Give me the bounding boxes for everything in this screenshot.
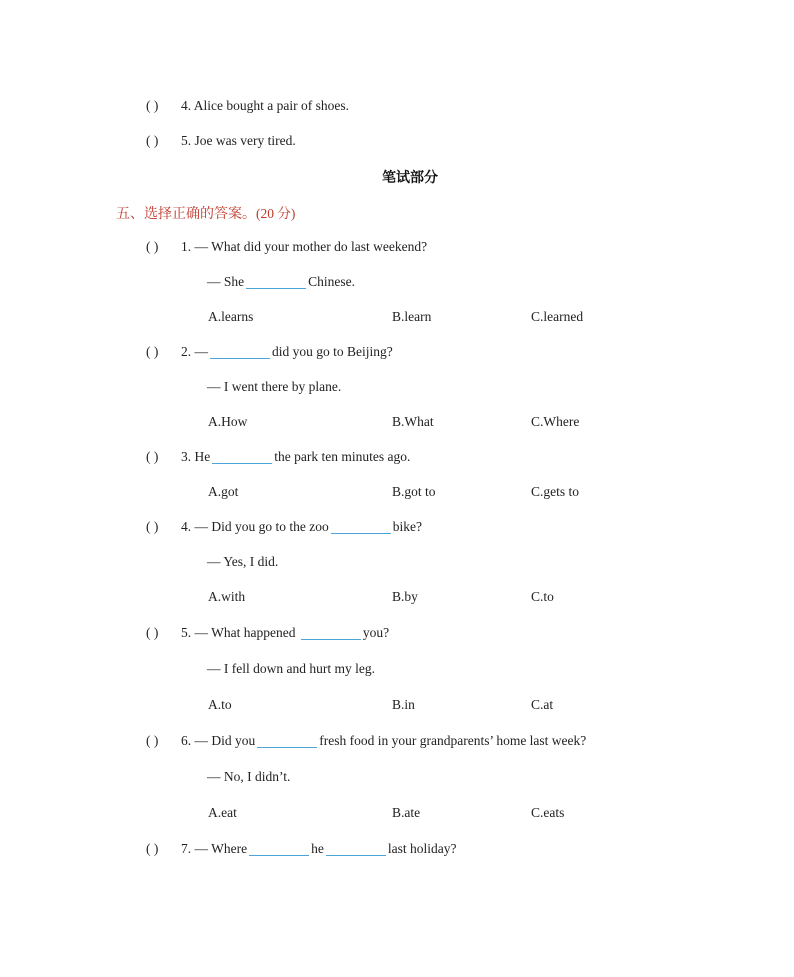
item-text: Joe was very tired. [194, 133, 296, 148]
option-b[interactable]: B.ate [392, 805, 421, 820]
item-text: Alice bought a pair of shoes. [193, 98, 349, 113]
option-c[interactable]: C.Where [531, 414, 580, 429]
option-a[interactable]: A.learns [208, 309, 254, 324]
question-number: 6. [181, 733, 192, 748]
section-heading-text: 五、选择正确的答案。 [116, 206, 256, 222]
question-number: 5. [181, 625, 192, 640]
option-c[interactable]: C.at [531, 697, 554, 712]
answer-paren[interactable]: ( ) [146, 841, 159, 856]
answer-paren[interactable]: ( ) [146, 98, 159, 113]
question-number: 4. [181, 519, 192, 534]
answer-line: — No, I didn’t. [207, 769, 291, 784]
option-c[interactable]: C.to [531, 589, 554, 604]
option-a[interactable]: A.to [208, 697, 232, 712]
question-2 [181, 344, 393, 360]
question-4 [181, 519, 422, 535]
question-text-pre: — Did you go to the zoo [194, 519, 329, 534]
question-1 [181, 239, 427, 255]
question-text: — What did your mother do last weekend? [194, 239, 428, 254]
answer-line: — I went there by plane. [207, 379, 342, 394]
question-blank[interactable] [326, 841, 386, 856]
listening-item-5 [181, 133, 296, 149]
question-text-pre: — Did you [194, 733, 256, 748]
section-heading [116, 202, 295, 223]
option-b[interactable]: B.What [392, 414, 434, 429]
listening-item-4 [181, 98, 349, 114]
question-text-post: fresh food in your grandparents’ home last week? [319, 733, 587, 748]
answer-paren[interactable]: ( ) [146, 449, 159, 464]
question-text-post: bike? [392, 519, 422, 534]
question-text-post: last holiday? [387, 841, 457, 856]
question-text-pre: — [194, 344, 208, 359]
option-c[interactable]: C.gets to [531, 484, 580, 499]
question-blank[interactable] [212, 449, 272, 464]
question-text-mid: he [311, 841, 324, 856]
option-a[interactable]: A.How [208, 414, 248, 429]
question-number: 2. [181, 344, 192, 359]
question-blank[interactable] [257, 733, 317, 748]
item-number: 4. [181, 98, 192, 113]
question-number: 3. [181, 449, 192, 464]
question-5 [181, 625, 389, 641]
question-blank[interactable] [210, 344, 270, 359]
option-b[interactable]: B.by [392, 589, 418, 604]
written-part-title: 笔试部分 [382, 170, 438, 186]
question-text-pre: He [194, 449, 211, 464]
question-text-pre: — What happened [194, 625, 296, 640]
option-b[interactable]: B.learn [392, 309, 432, 324]
option-a[interactable]: A.eat [208, 805, 237, 820]
option-a[interactable]: A.got [208, 484, 239, 499]
answer-paren[interactable]: ( ) [146, 625, 159, 640]
question-blank[interactable] [249, 841, 309, 856]
answer-paren[interactable]: ( ) [146, 519, 159, 534]
question-text-post: did you go to Beijing? [272, 344, 393, 359]
question-text-pre: — Where [194, 841, 248, 856]
option-c[interactable]: C.eats [531, 805, 565, 820]
answer-line: — I fell down and hurt my leg. [207, 661, 375, 676]
question-text-post: the park ten minutes ago. [274, 449, 411, 464]
answer-line-pre: — She [207, 274, 245, 289]
option-b[interactable]: B.got to [392, 484, 436, 499]
answer-paren[interactable]: ( ) [146, 733, 159, 748]
option-b[interactable]: B.in [392, 697, 415, 712]
answer-line [207, 274, 355, 290]
answer-line: — Yes, I did. [207, 554, 279, 569]
question-blank[interactable] [331, 519, 391, 534]
option-c[interactable]: C.learned [531, 309, 584, 324]
answer-line-post: Chinese. [308, 274, 355, 289]
question-number: 1. [181, 239, 192, 254]
question-text-post: you? [362, 625, 390, 640]
item-number: 5. [181, 133, 192, 148]
section-points: (20 分) [256, 206, 296, 221]
question-blank[interactable] [301, 625, 361, 640]
question-6 [181, 733, 586, 749]
answer-blank[interactable] [246, 274, 306, 289]
question-7 [181, 841, 456, 857]
question-number: 7. [181, 841, 192, 856]
option-a[interactable]: A.with [208, 589, 246, 604]
answer-paren[interactable]: ( ) [146, 133, 159, 148]
answer-paren[interactable]: ( ) [146, 344, 159, 359]
question-3 [181, 449, 410, 465]
answer-paren[interactable]: ( ) [146, 239, 159, 254]
